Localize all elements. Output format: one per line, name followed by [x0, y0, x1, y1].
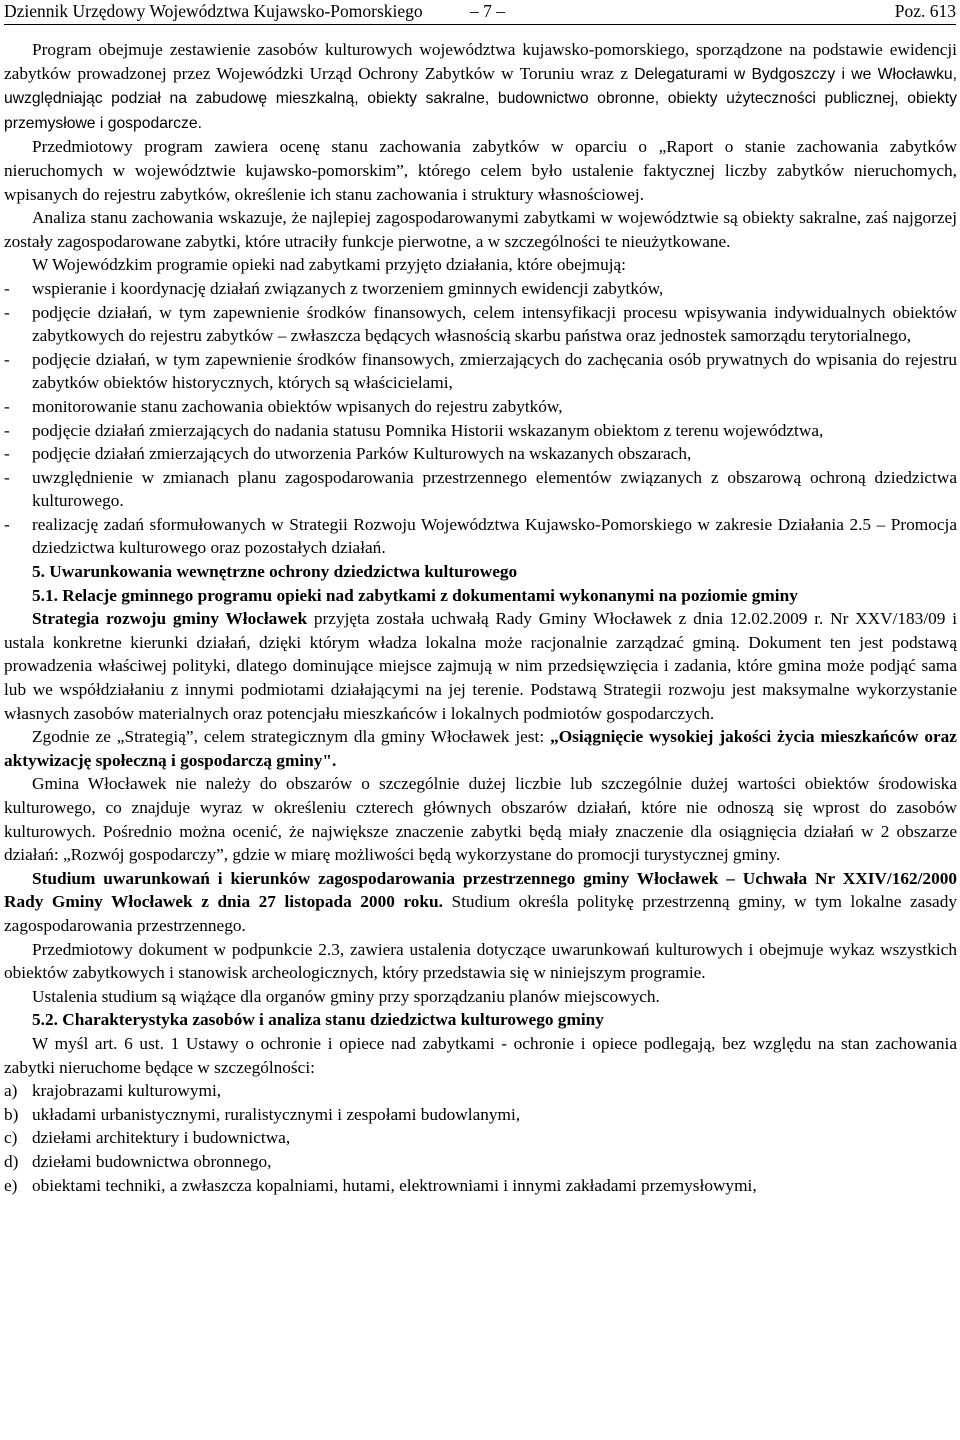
document-paragraph: Przedmiotowy dokument w podpunkcie 2.3, zawiera ustalenia dotyczące uwarunkowań kulturowych i obejmuje wykaz wszystkich obiektów zabytkowych i stanowisk archeologicznych, który przedstawia się w niniejszym programie.	[4, 939, 957, 983]
list-marker: -	[4, 396, 10, 416]
list-item	[4, 419, 957, 443]
list-marker: -	[4, 444, 10, 464]
strategic-goal-paragraph	[4, 725, 957, 772]
page-header	[4, 0, 956, 25]
list-item-text: podjęcie działań zmierzających do nadania statusu Pomnika Historii wskazanym obiektom z terenu województwa,	[32, 420, 824, 440]
list-item-text: układami urbanistycznymi, ruralistycznymi i zespołami budowlanymi,	[32, 1104, 521, 1124]
list-item-text: uwzględnienie w zmianach planu zagospodarowania przestrzennego elementów związanych z obszarową ochroną dziedzictwa kulturowego.	[32, 467, 957, 511]
intro-paragraph-4: W Wojewódzkim programie opieki nad zabytkami przyjęto działania, które obejmują:	[32, 255, 626, 275]
list-item	[4, 442, 957, 466]
gmina-paragraph: Gmina Włocławek nie należy do obszarów o szczególnie dużej liczbie lub szczególnie dużej wartości obiektów środowiska kulturowego, co znajduje wyraz w określeniu czterech głównych obszarów działań, które nie odnoszą się wprost do zasobów kulturowych. Pośrednio można ocenić, że największe znaczenie zabytki będą miały znaczenie dla osiągnięcia działań w 2 obszarze działań: „Rozwój gospodarczy”, gdzie w miarę możliwości będą wykorzystane do promocji turystycznej gminy.	[4, 774, 957, 865]
intro-paragraph-1-sans: Delegaturami w Bydgoszczy i we Włocławku, uwzględniając podział na zabudowę mieszkalną, obiekty sakralne, budownictwo obronne, obiekty użyteczności publicznej, obiekty przemysłowe i gospodarcze.	[4, 65, 958, 132]
section-5-heading: 5. Uwarunkowania wewnętrzne ochrony dziedzictwa kulturowego	[32, 562, 518, 582]
list-item	[4, 1174, 957, 1198]
list-item-text: obiektami techniki, a zwłaszcza kopalniami, hutami, elektrowniami i innymi zakładami przemysłowymi,	[32, 1175, 757, 1195]
list-item-text: realizację zadań sformułowanych w Strategii Rozwoju Województwa Kujawsko-Pomorskiego w zakresie Działania 2.5 – Promocja dziedzictwa kulturowego oraz pozostałych działań.	[32, 514, 957, 558]
binding-paragraph: Ustalenia studium są wiążące dla organów gminy przy sporządzaniu planów miejscowych.	[32, 986, 660, 1006]
list-marker: c)	[4, 1128, 18, 1148]
list-item-text: dziełami budownictwa obronnego,	[32, 1151, 272, 1171]
list-item-text: podjęcie działań, w tym zapewnienie środków finansowych, zmierzających do zachęcania osób prywatnych do wpisania do rejestru zabytków obiektów historycznych, których są właścicielami,	[32, 349, 957, 393]
list-item	[4, 395, 957, 419]
intro-paragraph-1-serif: Program obejmuje zestawienie zasobów kulturowych województwa kujawsko-pomorskiego, sporządzone na podstawie ewidencji zabytków prowadzonej przez Wojewódzki Urząd Ochrony Zabytków w Toruniu wraz z	[4, 40, 957, 83]
strategy-text: przyjęta została uchwałą Rady Gminy Włocławek z dnia 12.02.2009 r. Nr XXV/183/09 i ustala konkretne kierunki działań, dzięki którym władza lokalna może racjonalnie zarządzać gminą. Dokument ten jest podstawą prowadzenia właściwej polityki, dlatego dominujące miejsce zajmują w nim przedsięwzięcia i zadania, które gmina może podjąć sama lub we współdziałaniu z innymi podmiotami działającymi na jej terenie. Podstawą Strategii rozwoju jest maksymalne wykorzystanie własnych zasobów materialnych oraz potencjału mieszkańców i lokalnych podmiotów gospodarczych.	[4, 609, 957, 723]
intro-paragraph-2: Przedmiotowy program zawiera ocenę stanu zachowania zabytków w oparciu o „Raport o stanie zachowania zabytków nieruchomych w województwie kujawsko-pomorskim”, którego celem było ustalenie faktycznej liczby zabytków nieruchomych, wpisanych do rejestru zabytków, określenie ich stanu zachowania i struktury własnościowej.	[4, 137, 957, 204]
strategy-paragraph	[4, 607, 957, 725]
list-item	[4, 348, 957, 395]
section-5-1-heading: 5.1. Relacje gminnego programu opieki nad zabytkami z dokumentami wykonanymi na poziomie gminy	[32, 585, 798, 605]
study-text: Studium określa politykę przestrzenną gminy, w tym lokalne zasady zagospodarowania przestrzennego.	[4, 892, 957, 935]
list-marker: d)	[4, 1151, 19, 1171]
list-item	[4, 301, 957, 348]
list-item-text: wspieranie i koordynację działań związanych z tworzeniem gminnych ewidencji zabytków,	[32, 278, 664, 298]
list-marker: -	[4, 302, 10, 322]
page-number: – 7 –	[470, 1, 505, 21]
list-item-text: podjęcie działań, w tym zapewnienie środków finansowych, celem intensyfikacji procesu wpisywania indywidualnych obiektów zabytkowych do rejestru zabytków – zwłaszcza będących własnością skarbu państwa oraz jednostek samorządu terytorialnego,	[32, 302, 957, 346]
list-marker: b)	[4, 1104, 19, 1124]
list-marker: -	[4, 467, 10, 487]
list-item	[4, 513, 957, 560]
list-marker: a)	[4, 1081, 18, 1101]
list-item-text: krajobrazami kulturowymi,	[32, 1081, 222, 1101]
list-item	[4, 1079, 957, 1103]
journal-title: Dziennik Urzędowy Województwa Kujawsko-Pomorskiego	[4, 1, 423, 21]
list-marker: -	[4, 514, 10, 534]
study-title: Studium uwarunkowań i kierunków zagospodarowania przestrzennego gminy Włocławek – Uchwała Nr XXIV/162/2000 Rady Gminy Włocławek z dnia 27 listopada 2000 roku.	[4, 868, 957, 912]
list-marker: -	[4, 349, 10, 369]
letter-list	[4, 1079, 957, 1197]
list-item-text: monitorowanie stanu zachowania obiektów wpisanych do rejestru zabytków,	[32, 396, 563, 416]
document-body	[4, 38, 957, 1197]
intro-paragraph-1	[4, 38, 957, 135]
strategic-goal-prefix: Zgodnie ze „Strategią”, celem strategicznym dla gminy Włocławek jest:	[32, 727, 551, 747]
position-number: Poz. 613	[894, 1, 956, 21]
list-item	[4, 466, 957, 513]
intro-paragraph-3: Analiza stanu zachowania wskazuje, że najlepiej zagospodarowanymi zabytkami w województwie są obiekty sakralne, zaś najgorzej zostały zagospodarowane zabytki, które utraciły funkcje pierwotne, a w szczególności te nieużytkowane.	[4, 208, 957, 251]
strategic-goal: „Osiągnięcie wysokiej jakości życia mieszkańców oraz aktywizację społeczną i gospodarczą gminy".	[4, 727, 957, 770]
study-paragraph	[4, 867, 957, 938]
law-paragraph: W myśl art. 6 ust. 1 Ustawy o ochronie i opiece nad zabytkami - ochronie i opiece podlegają, bez względu na stan zachowania zabytki nieruchome będące w szczególności:	[4, 1033, 957, 1077]
list-item	[4, 1150, 957, 1174]
list-item	[4, 1103, 957, 1127]
list-item-text: dziełami architektury i budownictwa,	[32, 1128, 291, 1148]
list-marker: -	[4, 278, 10, 298]
section-5-2-heading: 5.2. Charakterystyka zasobów i analiza stanu dziedzictwa kulturowego gminy	[32, 1010, 604, 1030]
list-item	[4, 277, 957, 301]
list-item	[4, 1126, 957, 1150]
strategy-title: Strategia rozwoju gminy Włocławek	[32, 609, 308, 629]
dash-list	[4, 277, 957, 560]
list-marker: -	[4, 420, 10, 440]
list-item-text: podjęcie działań zmierzających do utworzenia Parków Kulturowych na wskazanych obszarach,	[32, 444, 692, 464]
list-marker: e)	[4, 1175, 18, 1195]
